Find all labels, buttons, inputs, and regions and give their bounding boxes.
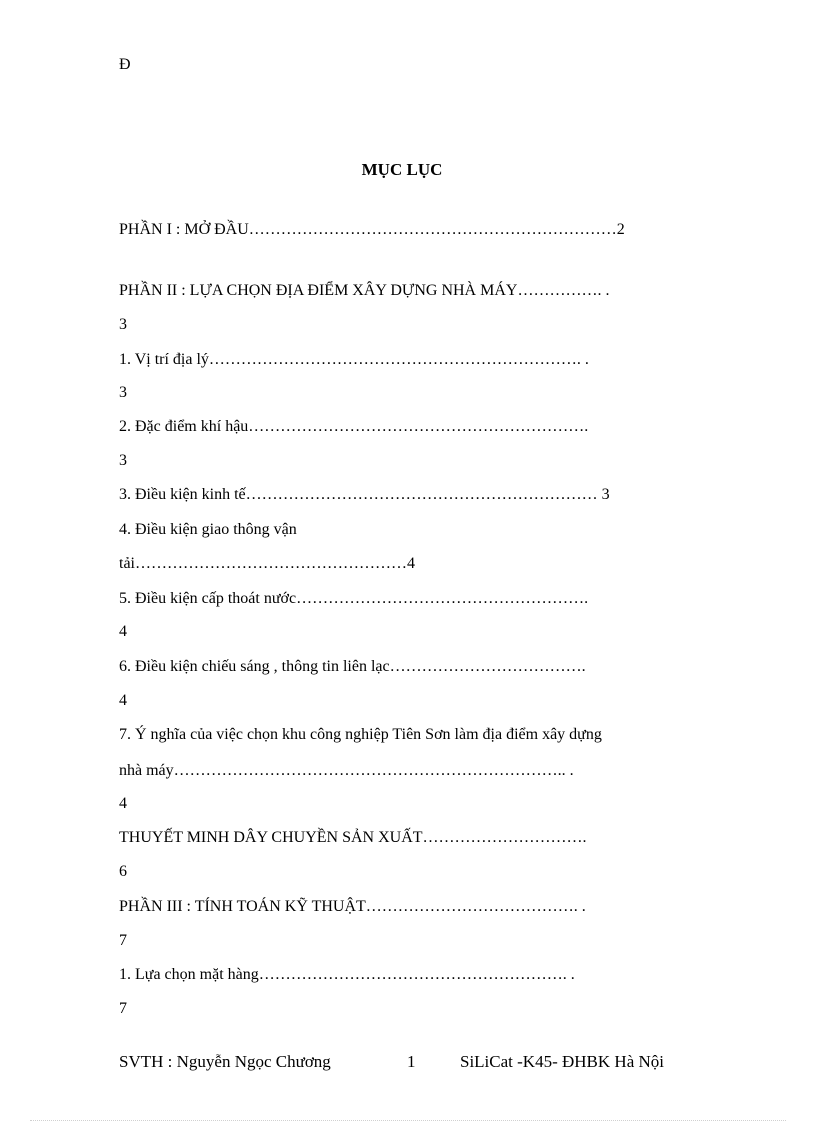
toc-line: 4 bbox=[119, 692, 127, 709]
toc-line: 1. Vị trí địa lý……………………………………………………………. . bbox=[119, 351, 589, 368]
toc-line: PHẦN I : MỞ ĐẦU……………………………………………………………2 bbox=[119, 221, 625, 238]
toc-line: 7 bbox=[119, 932, 127, 949]
corner-mark: Đ bbox=[119, 56, 131, 73]
footer-author: SVTH : Nguyễn Ngọc Chương bbox=[119, 1052, 331, 1071]
toc-line: 5. Điều kiện cấp thoát nước………………………………………………. bbox=[119, 590, 589, 607]
toc-line: 7. Ý nghĩa của việc chọn khu công nghiệp Tiên Sơn làm địa điểm xây dựng bbox=[119, 726, 602, 743]
toc-line: 3 bbox=[119, 384, 127, 401]
toc-line: nhà máy……………………………………………………………….. . bbox=[119, 762, 574, 779]
toc-line: PHẦN III : TÍNH TOÁN KỸ THUẬT…………………………………. . bbox=[119, 898, 586, 915]
toc-line: 3 bbox=[119, 452, 127, 469]
footer-institution: SiLiCat -K45- ĐHBK Hà Nội bbox=[460, 1052, 664, 1071]
toc-line: 1. Lựa chọn mặt hàng…………………………………………………. . bbox=[119, 966, 575, 983]
toc-line: 3. Điều kiện kinh tế………………………………………………………… 3 bbox=[119, 486, 610, 503]
toc-line: THUYẾT MINH DÂY CHUYỀN SẢN XUẤT…………………………. bbox=[119, 829, 587, 846]
toc-line: 6 bbox=[119, 863, 127, 880]
footer-page-number: 1 bbox=[407, 1052, 416, 1071]
toc-line: 4 bbox=[119, 623, 127, 640]
toc-line: 4. Điều kiện giao thông vận bbox=[119, 521, 297, 538]
toc-line: 4 bbox=[119, 795, 127, 812]
toc-line: 2. Đặc điểm khí hậu………………………………………………………. bbox=[119, 418, 589, 435]
toc-line: PHẦN II : LỰA CHỌN ĐỊA ĐIỂM XÂY DỰNG NHÀ MÁY……………. . bbox=[119, 282, 610, 299]
page-title: MỤC LỤC bbox=[361, 160, 443, 179]
toc-line: 6. Điều kiện chiếu sáng , thông tin liên lạc………………………………. bbox=[119, 658, 586, 675]
toc-line: tải……………………………………………4 bbox=[119, 555, 415, 572]
toc-line: 3 bbox=[119, 316, 127, 333]
toc-line: 7 bbox=[119, 1000, 127, 1017]
page-bottom-divider bbox=[30, 1120, 786, 1121]
